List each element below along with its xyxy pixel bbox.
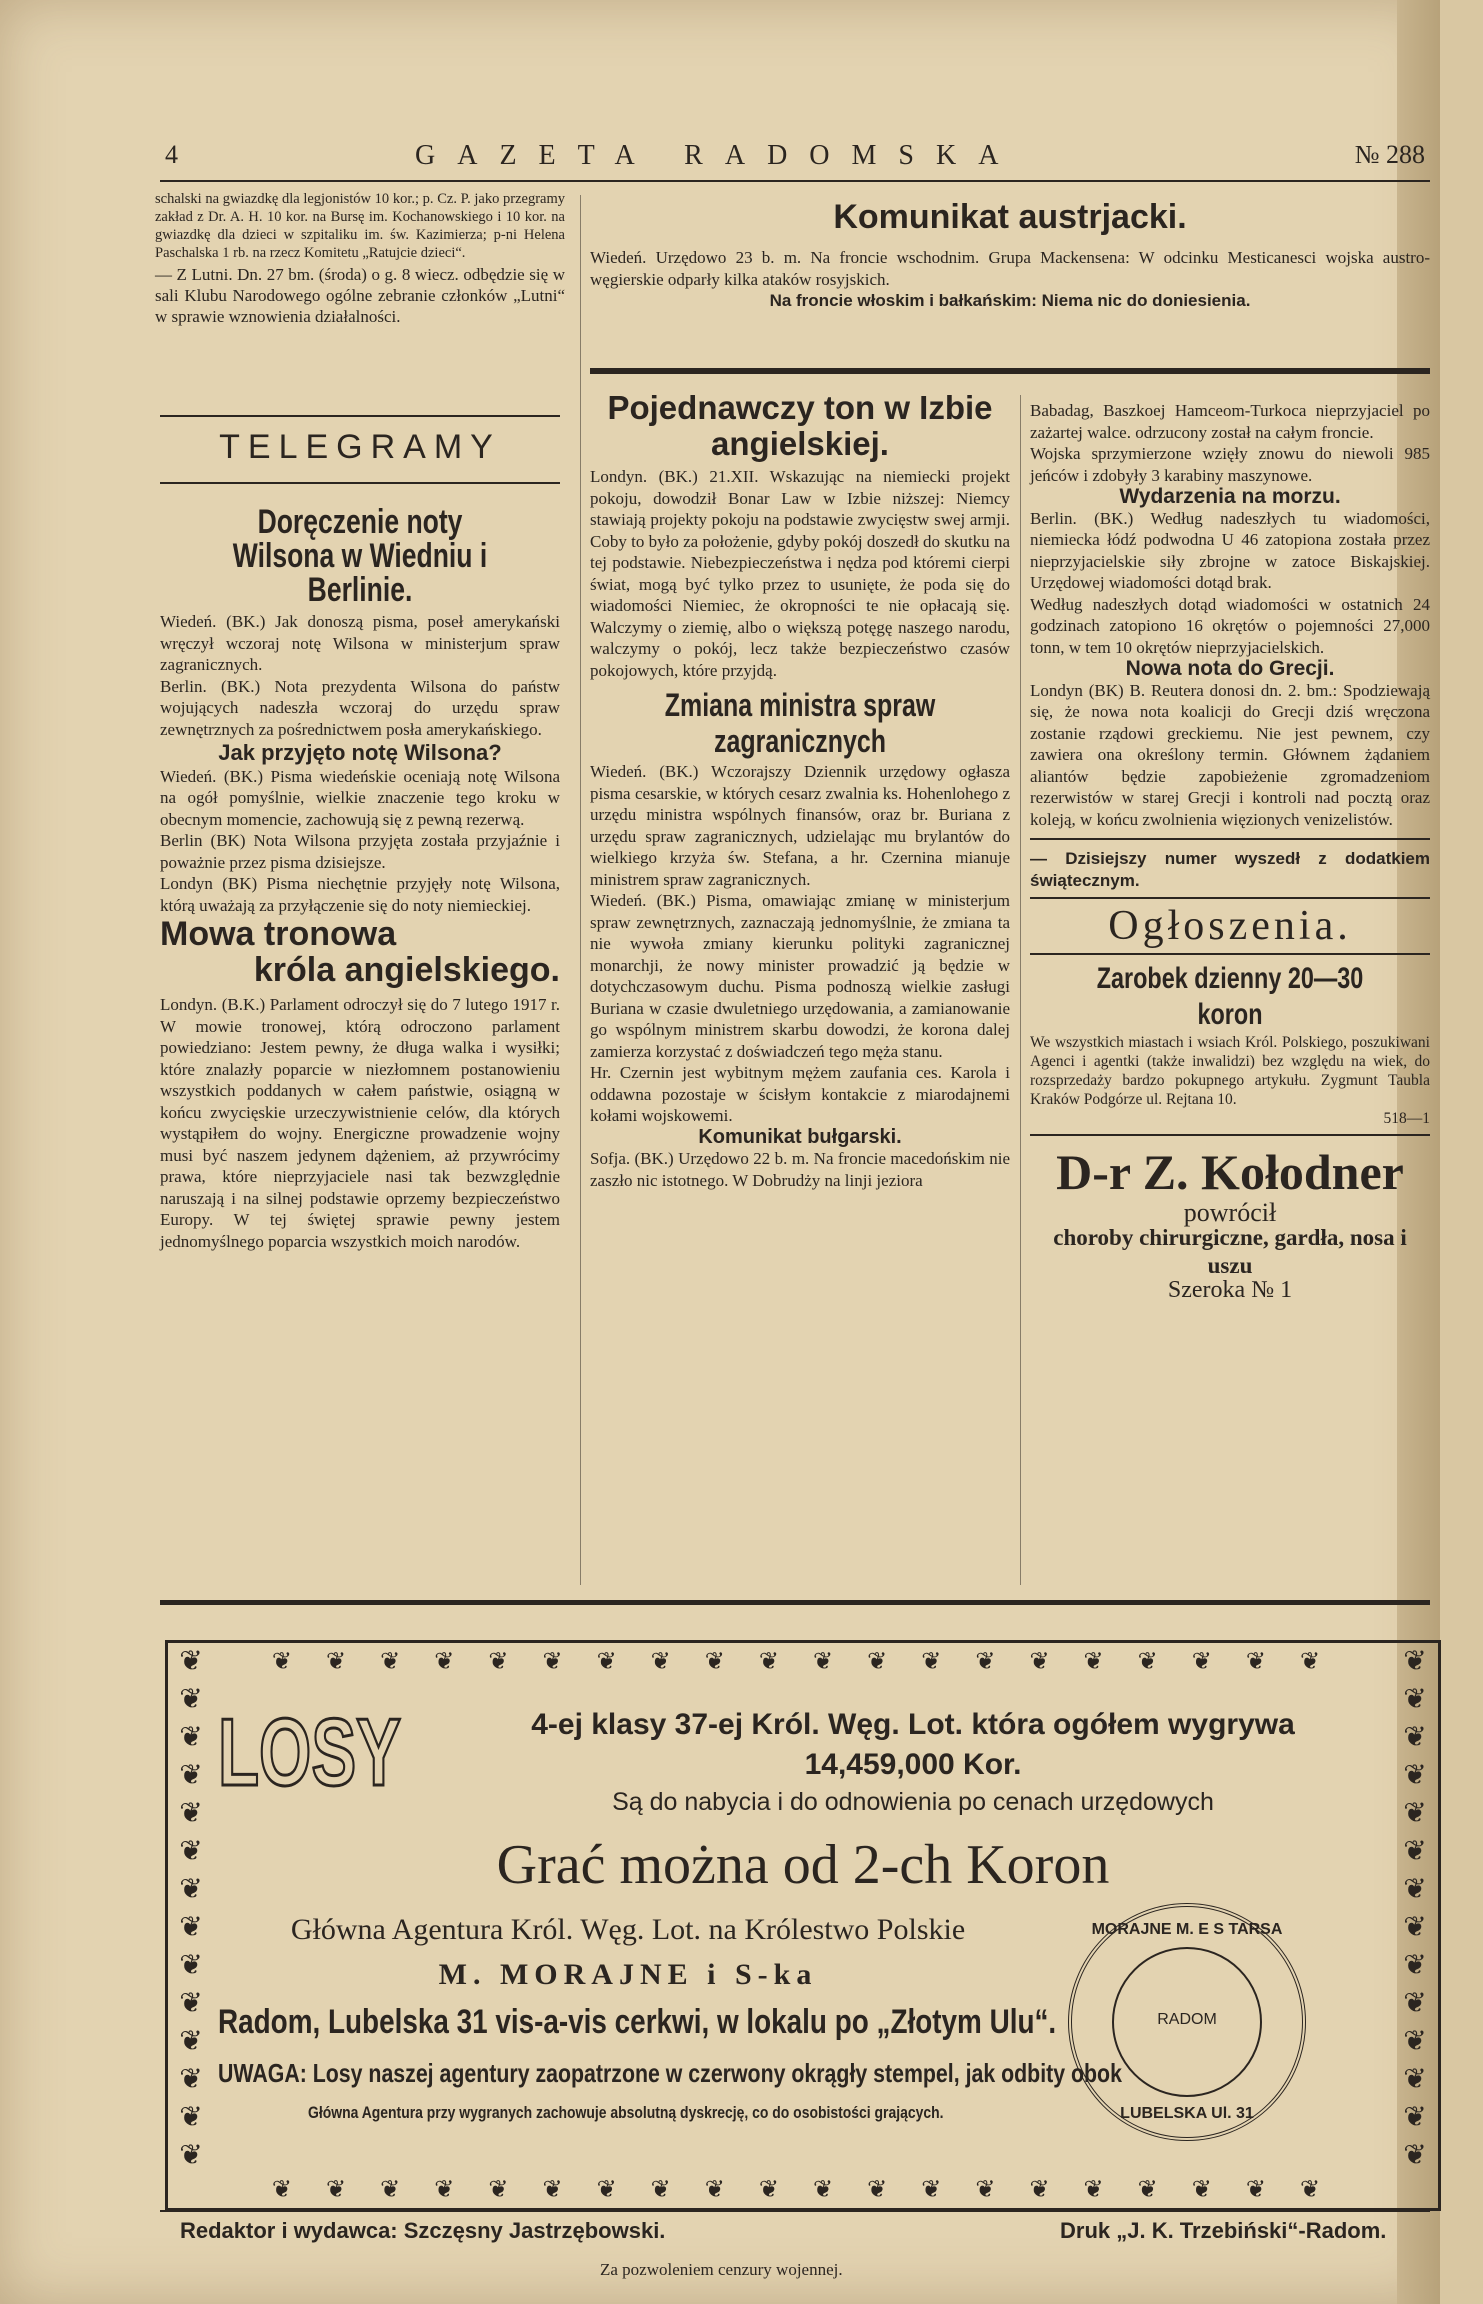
footer-censorship: Za pozwoleniem cenzury wojennej. [600,2260,843,2279]
para-tonnage: Według nadeszłych dotąd wiadomości w ostatnich 24 godzinach zatopiono 16 okrętów o pojemności 27,000 tonn, w tem 10 okrętów nieprzyjacielskich. [1030,594,1430,657]
ornament-top: ❦ ❦ ❦ ❦ ❦ ❦ ❦ ❦ ❦ ❦ ❦ ❦ ❦ ❦ ❦ ❦ ❦ ❦ ❦ ❦ [271,1649,1335,1675]
ads-heading-box [1030,897,1430,955]
losy-line5: Główna Agentura Król. Węg. Lot. na Królestwo Polskie [290,1913,966,1946]
column1-top [155,190,565,327]
ad-doctor-specialty: choroby chirurgiczne, gardła, nosa i uszu [1053,1224,1407,1278]
para-babadag: Babadag, Baszkoej Hamceom-Turkoca nieprzyjaciel po zażartej walce. odrzucony został na całym froncie. [1030,401,1430,442]
column1-telegramy [160,505,560,1252]
ad-earnings-code: 518—1 [1383,1110,1430,1127]
stamp-center-text: RADOM [1157,2011,1217,2028]
rule-3 [1030,838,1430,840]
headline-kings-speech-1: Mowa tronowa [160,915,397,953]
para-austr-italy: Na froncie włoskim i bałkańskim: Niema nic do doniesienia. [769,291,1251,310]
supplement-note: — Dzisiejszy numer wyszedł z dodatkiem świątecznym. [1030,849,1430,890]
losy-line3: Są do nabycia i do odnowienia po cenach urzędowych [612,1788,1214,1816]
losy-line1: 4-ej klasy 37-ej Król. Węg. Lot. która ogółem wygrywa [531,1708,1295,1741]
rule-ad-top [160,1600,1430,1605]
para-kings-speech: Londyn. (B.K.) Parlament odroczył się do 7 lutego 1917 r. W mowie tronowej, którą odroczono parlament powiedziano: Jestem pewny, że długa walka i wysiłki; które znalazły poparcie w niezłomnem postanowieniu wszystkich poddanych w całem państwie, osiągną w końcu zwycięskie urzeczywistnienie celów, dla których wystąpiłem do wojny. Energiczne prowadzenie wojny musi być naszem jedynem dążeniem, aż przywrócimy prawa, które nieprzyjaciele nasi tak bezwzględnie naruszają i na silnej podstawie oprzemy bezpieczeństwo Europy. W tej świętej sprawie pewny jestem jednomyślnego poparcia wszystkich moich narodów. [160,995,560,1251]
komunikat-austr [590,195,1430,312]
lutnia-notice: — Z Lutni. Dn. 27 bm. (środa) o g. 8 wiecz. odbędzie się w sali Klubu Narodowego ogólne zebranie członków „Lutni“ w sprawie wznowienia działalności. [155,265,565,326]
para-berlin-note: Berlin. (BK.) Nota prezydenta Wilsona do państw wojujących nadeszła wczoraj do urzędu spraw zewnętrznych za pośrednictwem posła amerykańskiego. [160,676,560,739]
col-sep-2 [1020,395,1021,1585]
headline-greece: Nowa nota do Grecji. [1125,657,1335,680]
telegramy-heading: TELEGRAMY [219,428,501,466]
page-number: 4 [165,140,178,169]
ad-doctor-returned: powrócił [1183,1198,1277,1227]
ad-doctor-address: Szeroka № 1 [1167,1276,1293,1303]
losy-advertisement [165,1640,1441,2211]
losy-line6: M. MORAJNE i S-ka [438,1958,818,1991]
headline-komunikat-austr: Komunikat austrjacki. [833,198,1187,236]
para-bonar-law: Londyn. (BK.) 21.XII. Wskazując na niemiecki projekt pokoju, dowodził Bonar Law w Izbie niższej: Niemcy stawiają projekty pokoju na podstawie zwycięstw swej armji. Coby to było za położenie, gdyby pokój doszedł do skutku na tej podstawie. Niebezpieczeństwa i nędza pod któremi cierpi świat, mogą być tylko przez to usunięte, że poda się do wiadomości Niemiec, że okropności te nie opłacają się. Walczymy o ziemię, albo o większą potęgę naszego narodu, walczymy o pokój, lecz także bezpieczeństwo czasów pokojowych, które przyjdą. [590,467,1010,680]
rule-1 [160,415,560,417]
rule-thick [590,368,1430,374]
footer-printer: Druk „J. K. Trzebiński“-Radom. [1060,2218,1387,2243]
headline-conciliatory-tone: Pojednawczy ton w Izbie angielskiej. [607,389,993,462]
para-wien-note: Wiedeń. (BK.) Jak donoszą pisma, poseł amerykański wręczył wczoraj notę Wilsona w ministerjum spraw zagranicznych. [160,612,560,674]
ad-earnings-title: Zarobek dzienny 20—30 koron [1096,962,1364,1031]
losy-line9: Główna Agentura przy wygranych zachowuje absolutną dyskrecję, co do osobistości grających. [308,2103,944,2122]
para-prisoners: Wojska sprzymierzone wzięły znowu do niewoli 985 jeńców i zdobyły 3 karabiny maszynowe. [1030,444,1430,485]
ornament-left: ❦ ❦ ❦ ❦ ❦ ❦ ❦ ❦ ❦ ❦ ❦ ❦ ❦ ❦ [179,1646,203,2171]
para-u46: Berlin. (BK.) Według nadeszłych tu wiadomości, niemiecka łódź podwodna U 46 zatopiona została przez nieprzyjacielskie siły zbrojne w zatoce Biskajskiej. Urzędowej wiadomości dotąd brak. [1030,508,1430,592]
losy-line8: UWAGA: Losy naszej agentury zaopatrzone w czerwony okrągły stempel, jak odbity obok [218,2058,1122,2088]
round-stamp [1068,1903,1306,2141]
header-rule [160,180,1430,182]
headline-sea: Wydarzenia na morzu. [1119,485,1341,508]
rule-4 [1030,1134,1430,1136]
headline-reception: Jak przyjęto notę Wilsona? [218,740,502,765]
ornament-bottom: ❦ ❦ ❦ ❦ ❦ ❦ ❦ ❦ ❦ ❦ ❦ ❦ ❦ ❦ ❦ ❦ ❦ ❦ ❦ ❦ [271,2177,1335,2203]
para-press-comment: Wiedeń. (BK.) Pisma, omawiając zmianę w ministerjum spraw zewnętrznych, zaznaczają jednomyślnie, że zmiana ta nie wywoła zmiany kierunku polityki zagranicznej monarchji, że nowy minister prowadzić ją będzie w dotychczasowym duchu. Pisma podnoszą wielkie zasługi Buriana w czasie dwuletniego urzędowania, a zamianowanie go wspólnym ministrem skarbu dowodzi, że korona dalej zamierza korzystać z doświadczeń tego męża stanu. [590,891,1010,1061]
headline-wilson-note: Doręczenie noty Wilsona w Wiedniu i Berlinie. [232,503,488,609]
para-berlin-press: Berlin (BK) Nota Wilsona przyjęta została przyjaźnie i poważnie przez pisma dzisiejsze. [160,831,560,872]
para-greece: Londyn (BK) B. Reutera donosi dn. 2. bm.: Spodziewają się, że nowa nota koalicji do Grecji dziś wręczona zostanie rządowi greckiemu. Nie jest pewnem, czy zawiera ona określony termin. Głównem żądaniem aliantów będzie zapobieżenie zgromadzeniom rezerwistów w starej Grecji i kontroli nad pocztą oraz koleją, w końcu zwolnienia więzionych venizelistów. [1030,680,1430,829]
headline-komunikat-bulg: Komunikat bułgarski. [698,1125,902,1148]
headline-foreign-minister: Zmiana ministra spraw zagranicznych [664,687,936,759]
ornament-right: ❦ ❦ ❦ ❦ ❦ ❦ ❦ ❦ ❦ ❦ ❦ ❦ ❦ ❦ [1403,1646,1427,2171]
newspaper-title: GAZETA RADOMSKA [415,140,1021,171]
losy-line2: 14,459,000 Kor. [804,1748,1022,1781]
para-minister-change: Wiedeń. (BK.) Wczorajszy Dziennik urzędowy ogłasza pisma cesarskie, w których cesarz zwalnia ks. Hohenlohego z urzędu ministra wspólnych finansów, oraz br. Buriana z urzędu spraw zagranicznych, udzielając mu brylantów do wielkiego krzyża św. Stefana, a hr. Czernina mianuje ministrem spraw zagranicznych. [590,762,1010,889]
column3 [1030,400,1430,1301]
losy-title: LOSY [218,1699,401,1806]
stamp-bottom-text: LUBELSKA Ul. 31 [1120,2105,1254,2122]
rule-2 [160,482,560,484]
para-austr-east: Wiedeń. Urzędowo 23 b. m. Na froncie wschodnim. Grupa Mackensena: W odcinku Mesticanesci wojska austro-węgierskie odparły kilka ataków rosyjskich. [590,248,1430,289]
para-wien-press: Wiedeń. (BK.) Pisma wiedeńskie oceniają notę Wilsona na ogół pomyślnie, wielkie znaczenie tego kroku w obecnym momencie, zachowują się z pewną rezerwą. [160,766,560,829]
para-czernin: Hr. Czernin jest wybitnym mężem zaufania ces. Karola i oddawna pozostaje w ścisłym kontakcie z miarodajnemi kołami wojskowemi. [590,1063,1010,1125]
rule-footer [160,2210,1430,2212]
page-header [165,140,1425,180]
ads-heading: Ogłoszenia. [1108,903,1352,949]
headline-kings-speech-2: króla angielskiego. [253,951,560,989]
para-sofia: Sofja. (BK.) Urzędowo 22 b. m. Na froncie macedońskim nie zaszło nic istotnego. W Dobrudży na linji jeziora [590,1149,1010,1190]
stamp-top-text: MORAJNE M. E S TARSA [1091,1921,1283,1938]
ad-doctor-name: D-r Z. Kołodner [1056,1144,1404,1200]
para-london-press: Londyn (BK) Pisma niechętnie przyjęły notę Wilsona, którą uważają za przyłączenie się do noty niemieckiej. [160,874,560,915]
donations-text: schalski na gwiazdkę dla legjonistów 10 kor.; p. Cz. P. jako przegramy zakład z Dr. A. H. 10 kor. na Bursę im. Kochanowskiego i 10 kor. na gwiazdkę dla dzieci w szpitaliku im. św. Kazimierza; p-ni Helena Paschalska 1 rb. na rzecz Komitetu „Ratujcie dzieci“. [155,191,565,261]
column2 [590,390,1010,1191]
col-sep-1 [580,195,581,1585]
footer-editor: Redaktor i wydawca: Szczęsny Jastrzębowski. [180,2218,666,2243]
losy-line7: Radom, Lubelska 31 vis-a-vis cerkwi, w lokalu po „Złotym Ulu“. [218,2003,1057,2041]
ad-earnings-text: We wszystkich miastach i wsiach Król. Polskiego, poszukiwani Agenci i agentki (także inwalidzi) bez względu na wiek, do rozsprzedaży bardzo pokupnego artykułu. Zygmunt Taubla Kraków Podgórze ul. Rejtana 10. [1030,1034,1430,1108]
issue-number: № 288 [1354,140,1425,169]
losy-line4: Grać można od 2-ch Koron [496,1834,1110,1896]
